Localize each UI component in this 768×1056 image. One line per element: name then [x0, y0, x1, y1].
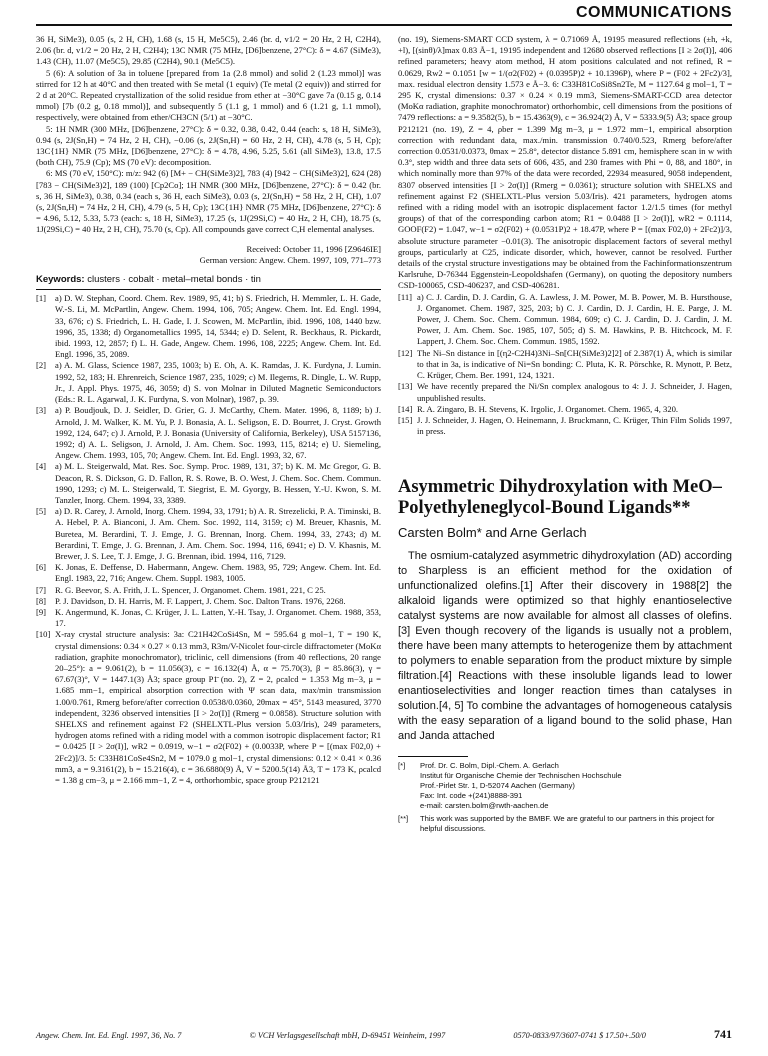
reference-item: [10] X-ray crystal structure analysis: 3a: C21H42CoSi4Sn, M = 595.64 g mol−1, T = 190 K, crystal dimensions: 0.34 × 0.27 × 0.13 mm3, R3m/V-Nicolet four-circle diffractometer (MoKα radiation, graphite monochromator), triclinic, cell dimensions (from 40 reflections, 20 range 20–25°): a = 9.061(2), b = 11.056(3), c = 16.132(4) Å, α = 75.70(3), β = 85.86(3), γ = 67.67(3)°, V = 1447.1(3) Å3; space group P1̄ (no. 2), Z = 2, ρcalcd = 1.353 Mg m−3, μ = 1.685 mm−1, empirical absorption correction with Ψ scan data, max/min transmission 1.00/0.761, Rmerg before/after correction 0.0538/0.0360, 2θmax = 45°, 5143 measured, 3770 independent, 3236 observed intensities [I > 2σ(I)] (Rmerg = 0.0858). Structure solution with SHELXS and refinement against F2 (SHELXTL-Plus version 5.03/Iris), 249 parameters, hydrogen atoms refined with a riding model with a common isotropic displacement factor; R1 = 0.0425 [I > 2σ(I)], wR2 = 0.0919, w−1 = σ2(F02) + (0.0033P, where P = [(max F02,0) + 2Fc2)]/3. 5: C33H81CoSe4Sn2, M = 1079.0 g mol−1, crystal dimensions: 0.12 × 0.41 × 0.36 mm3, a = 9.3161(2), b = 15.216(4), c = 36.6880(9) Å, V = 5200.5(14) Å3, T = 173 K, ρcalcd = 1.38 g cm−3, μ = 2.166 mm−1, Z = 4, orthorhombic, space group P212121	[36, 629, 381, 785]
article-authors: Carsten Bolm* and Arne Gerlach	[398, 525, 587, 541]
page-number: 741	[713, 1027, 732, 1041]
author-notes	[398, 756, 732, 834]
right-column	[398, 34, 732, 837]
german-version: German version: Angew. Chem. 1997, 109, 771–773	[199, 254, 381, 265]
reference-item: [12] The Ni–Sn distance in [(η2-C2H4)3Ni–Sn[CH(SiMe3)2]2] of 2.387(1) Å, which is similar to that in 3a, is indicative of Ni=Sn bonding: C. Pluta, K. R. Pörschke, R. Mynott, P. Betz, C. Krüger, Chem. Ber. 1991, 124, 1321.	[398, 347, 732, 381]
reference-item: [6] K. Jonas, E. Deffense, D. Habermann, Angew. Chem. 1983, 95, 729; Angew. Chem. Int. Ed. Engl. 1983, 22, 716; Angew. Chem. Suppl. 1983, 1005.	[36, 562, 381, 584]
reference-item: [1] a) D. W. Stephan, Coord. Chem. Rev. 1989, 95, 41; b) S. Friedrich, H. Memmler, L. H. Gade, W.-S. Li, M. McPartlin, Angew. Chem. 1994, 106, 705; Angew. Chem. Int. Ed. Engl. 1994, 33, 676; c) S. Friedrich, L. H. Gade, I. J. Scowen, M. McPartlin, ibid. 1996, 108, 1440 bzw. 1996, 35, 1338; d) Organometallics 1995, 14, 5344; e) D. Selent, R. Beckhaus, R. Pickardt, ibid. 1993, 12, 2857; f) L. H. Gade, Angew. Chem. 1996, 108, 2225; Angew. Chem. Int. Ed. Engl. 1996, 35, 2089.	[36, 293, 381, 360]
experimental-paragraph: 6: MS (70 eV, 150°C): m/z: 942 (6) [M+ − CH(SiMe3)2], 783 (4) [942 − CH(SiMe3)2], 624 (28) [783 − CH(SiMe3)2], 189 (100) [Cp2Co]; 1H NMR (300 MHz, [D6]benzene, 27°C): δ = 0.42 (br. s, 36 H, SiMe3), 0.38, 0.34 (each s, 36 H, each SiMe3), 0.03 (s, 2J(Sn,H) = 58 Hz, 2 H, CH), 1.07 (s, 2J(Sn,H) = 74 Hz, 2 H, CH), 4.79 (s, 5 H, Cp); 13C{1H} NMR (75 MHz, [D6]benzene, 27°C): δ = 4.96, 5.12, 5.33, 5.73 (each: s, 18 H, SiMe3), 17.25 (s, 1J(29Si,C) = 40 Hz, 2 H, CH), 18.75 (s, 1J(29Si,C) = 40 Hz, 2 H, CH), 75.70 (s, Cp). All compounds gave correct C,H elemental analyses.	[36, 168, 381, 235]
keywords-line	[36, 274, 381, 290]
journal-citation: Angew. Chem. Int. Ed. Engl. 1997, 36, No. 7	[36, 1031, 182, 1040]
reference-item: [9] K. Angermund, K. Jonas, C. Krüger, J. L. Latten, Y.-H. Tsay, J. Organomet. Chem. 1988, 353, 17.	[36, 606, 381, 629]
reference-item: [8] P. J. Davidson, D. H. Harris, M. F. Lappert, J. Chem. Soc. Dalton Trans. 1976, 2268.	[36, 595, 346, 606]
keywords-list: clusters · cobalt · metal–metal bonds · tin	[87, 274, 261, 286]
received-date: Received: October 11, 1996 [Z9646IE]	[246, 243, 381, 254]
experimental-paragraph: 5: 1H NMR (300 MHz, [D6]benzene, 27°C): δ = 0.32, 0.38, 0.42, 0.44 (each: s, 18 H, SiMe3), 0.94 (s, 2J(Sn,H) = 74 Hz, 2 H, CH), −0.06 (s, 2J(Sn,H) = 60 Hz, 2 H, CH), 4.78 (s, 5 H, Cp); 13C{1H} NMR (75 MHz, [D6]benzene, 27°C): δ = 4.78, 4.96, 5.25, 5.61 (all SiMe3), 13.8, 17.5 (both CH), 75.9 (Cp); MS (70 eV): decomposition.	[36, 123, 381, 168]
reference-list	[36, 293, 381, 786]
keywords-label: Keywords:	[36, 274, 85, 286]
notes-rule	[398, 756, 468, 757]
author-note: [*] Prof. Dr. C. Bolm, Dipl.-Chem. A. Gerlach Institut für Organische Chemie der Technischen Hochschule Prof.-Pirlet Str. 1, D-52074 Aachen (Germany) Fax: Int. code +(241)8888-391 e-mail: carsten.bolm@rwth-aachen.de	[398, 760, 622, 810]
reference-item: [15] J. J. Schneider, J. Hagen, O. Heinemann, J. Bruckmann, C. Krüger, Thin Film Solids 1997, in press.	[398, 414, 732, 437]
reference-item: [13] We have recently prepared the Ni/Sn complex analogous to 4: J. J. Schneider, J. Hagen, unpublished results.	[398, 381, 732, 403]
reference-item: [3] a) P. Boudjouk, D. J. Seidler, D. Grier, G. J. McCarthy, Chem. Mater. 1996, 8, 1189; b) J. Arnold, J. M. Walker, K. M. Yu, P. J. Bonasia, A. L. Seligson, E. D. Bourret, J. Cryst. Growth 1992, 124, 647; c) J. Arnold, P. J. Bonasia (University of California, Berkeley), USA 5157136, 1992; d) A. L. Seligson, J. Arnold, J. Am. Chem. Soc. 1993, 115, 8214; e) U. Siemeling, Angew. Chem. 1993, 105, 70; Angew. Chem. Int. Ed. Engl. 1993, 32, 67.	[36, 405, 381, 461]
reference-item: [2] a) A. M. Glass, Science 1987, 235, 1003; b) E. Oh, A. K. Ramdas, J. K. Furdyna, J. Lumin. 1992, 52, 183; H. Ehrenreich, Science 1987, 235, 1029; c) M. Ilegems, R. Dingle, L. W. Rupp, Jr., J. Appl. Phys. 1975, 46, 3059; d) S. von Molnar in Diluted Magnetic Semiconductors (Eds.: R. L. Agarwal, J. K. Furdyna, S. von Molnar), 1987, p. 39.	[36, 360, 381, 405]
reference-item: [4] a) M. L. Steigerwald, Mat. Res. Soc. Symp. Proc. 1989, 131, 37; b) K. M. Mc Gregor, G. B. Deacon, R. S. Dickson, G. D. Fallon, R. S. Rowe, B. O. West, J. Chem. Soc. Chem. Commun. 1990, 1293; c) M. L. Steigerwald, T. Siegrist, E. M. Gyorgy, B. Hessen, Y.-U. Kwon, S. M. Tanzler, Inorg. Chem. 1994, 33, 3389.	[36, 461, 381, 505]
reference-item: [14] R. A. Zingaro, B. H. Stevens, K. Irgolic, J. Organomet. Chem. 1965, 4, 320.	[398, 403, 679, 414]
article-body: The osmium-catalyzed asymmetric dihydroxylation (AD) according to Sharpless is an efficient method for the oxidation of unfunctionalized olefins.[1] After their discovery in 1988[2] the alkaloid ligands were optimized so that highly enantioselective catalyst systems are now available for almost all classes of olefins.[3] Even though recovery of the ligands is usually not a problem, there have been many attempts to heterogenize them by attachment to polymers to enable separation from the product mixture by simple filtration.[4] Reactions with these insoluble ligands lead to lower enantioselectivities and longer reaction times than catalyses in solution.[4, 5] To combine the advantages of homogeneous catalysis with the easy separation of a ligand bound to the solid phase, Han and Janda attached	[398, 549, 732, 742]
experimental-paragraph: 36 H, SiMe3), 0.05 (s, 2 H, CH), 1.68 (s, 15 H, Me5C5), 2.46 (br. d, v1/2 = 20 Hz, 2 H, C2H4), 2.06 (br. d, v1/2 = 20 Hz, 2 H, C2H4); 13C NMR (75 MHz, [D6]benzene, 27°C): δ = 4.67 (SiMe3), 1.43 (CH), 11.07 (Me5C5), 29.85 (C2H4), 90.1 (Me5C5).	[36, 34, 381, 67]
page-footer	[36, 1027, 732, 1042]
reference-item: [7] R. G. Beevor, S. A. Frith, J. L. Spencer, J. Organomet. Chem. 1981, 221, C 25.	[36, 584, 326, 595]
reference-item: [5] a) D. R. Carey, J. Arnold, Inorg. Chem. 1994, 33, 1791; b) A. R. Strezelicki, P. A. Timinski, B. A. Hebel, P. A. Bianconi, J. Am. Chem. Soc. 1992, 114, 3159; c) M. Breuer, Khasnis, M. Buretea, M. Berardini, T. J. Emge, J. G. Brennan, Inorg. Chem. 1994, 33, 2743; d) M. Berardini, T. Emge, J. G. Brennan, J. Am. Chem. Soc. 1994, 116, 6941; e) D. V. Khasnis, M. Brewer, J. S. Lee, T. J. Emge, J. G. Brennan, ibid. 1994, 116, 7129.	[36, 506, 381, 561]
experimental-paragraph: 5 (6): A solution of 3a in toluene [prepared from 1a (2.8 mmol) and solid 2 (1.23 mmol)] was stirred for 12 h at 40°C and then treated with Se metal (1 equiv) (Te metal (2 equiv)) and stirred for 2 d at 20°C. Repeated crystallization of the solid residue from ether at −30°C gave 7a (0.15 g, 0.14 mmol) [7b (0.2 g, 0.18 mmol)], and subsequently 5 (1.1 g, 1 mmol) and 6 (1.21 g, 1.1 mmol), respectively, were obtained from ether/CH3CN (5/1) at −30°C.	[36, 67, 381, 123]
publisher-line: © VCH Verlagsgesellschaft mbH, D-69451 Weinheim, 1997	[249, 1031, 446, 1040]
funding-note: [**] This work was supported by the BMBF. We are grateful to our partners in this project for helpful discussions.	[398, 813, 715, 833]
header-rule	[36, 24, 732, 26]
left-column	[36, 34, 381, 786]
article-title: Asymmetric Dihydroxylation with MeO–Polyethyleneglycol-Bound Ligands**	[398, 477, 722, 519]
section-header: COMMUNICATIONS	[575, 4, 732, 21]
reference-list	[398, 292, 732, 438]
article-code: 0570-0833/97/3607-0741 $ 17.50+.50/0	[513, 1031, 646, 1040]
reference-continuation: (no. 19), Siemens-SMART CCD system, λ = 0.71069 Å, 19195 measured reflections (±h, +k, +l), [(sinθ)/λ]max 0.83 Å−1, 19195 independent and 12680 observed reflections [I ≥ 2σ(I)], 406 refined parameters; heavy atom method, H atom positions calculated and not refined, R = 0.0629, Rw2 = 0.1051 [w = 1/(σ2(F02) + (0.0395P)2 + 10.1396P), where P = (F02 + 2Fc2)/3], max. residual electron density 1.573 e Å−3. 6: C33H81CoSi8Sn2Te, M = 1127.64 g mol−1, T = 295 K, crystal dimensions: 0.37 × 0.24 × 0.19 mm3, Siemens-SMART-CCD area detector (MoKα radiation, graphite monochromator) orthorhombic, cell dimensions from the positions of 7479 reflections: a = 9.3582(5), b = 15.4363(9), c = 36.924(2) Å, V = 5333.9(5) Å3; space group P212121 (no. 19), Z = 4, ρber = 1.399 Mg m−3, μ = 1.972 mm−1, empirical absorption correction with redundant data, max./min. transmission 0.740/0.523, Rmerg before/after correction 0.0531/0.0373, θmax = 25.8°, detector distance 5.891 cm, hemisphere scan in w with 0.3°, step width and three data sets of 606, 435, and 230 frames with Phi = 0, 88, and 180°, in which nominally more than 97% of the data were recorded, 22934 measured, 9058 independent, 8307 observed intensities [I > 2σ(I)] (Rmerg = 0.0361); structure solution with SHELXS and refinement against F2 (SHELXTL-Plus version 5.03/Iris). 421 parameters, hydrogen atoms refined with a riding model with an isotropic displacement factor 1.2/1.5 times (for methyl groups) of that of the corresponding carbon atom; R1 = 0.0488 [I > 2σ(I)], wR2 = 0.1114, GOOF(F2) = 1.047, w−1 = σ2(F02) + (0.0531P)2 + 18.47P, where P = [(max F02,0) + 2Fc2)]/3, absolute structure parameter −0.01(3). The anisotropic displacement factors of several methyl groups, particularly at C25, indicate disorder, which, however, cannot be resolved. Further details of the crystal structure investigations may be obtained from the Fachinformationszentrum Karlsruhe, D-76344 Eggenstein-Leopoldshafen (Germany), on quoting the depository numbers CSD-100065, CSD-406237, and CSD-406281.	[398, 34, 732, 291]
reference-item: [11] a) C. J. Cardin, D. J. Cardin, G. A. Lawless, J. M. Power, M. B. Power, M. B. Hursthouse, J. Organomet. Chem. 1987, 325, 203; b) C. J. Cardin, D. J. Cardin, H. E. Parge, J. M. Power, J. Chem. Soc. Chem. Commun. 1984, 609; c) C. J. Cardin, D. J. Cardin, J. M. Power, J. Am. Chem. Soc. 1985, 107, 505; d) S. M. Hawkins, P. B. Hitchcock, M. F. Lappert, J. Chem. Soc. Chem. Commun. 1985, 1592.	[398, 291, 732, 347]
